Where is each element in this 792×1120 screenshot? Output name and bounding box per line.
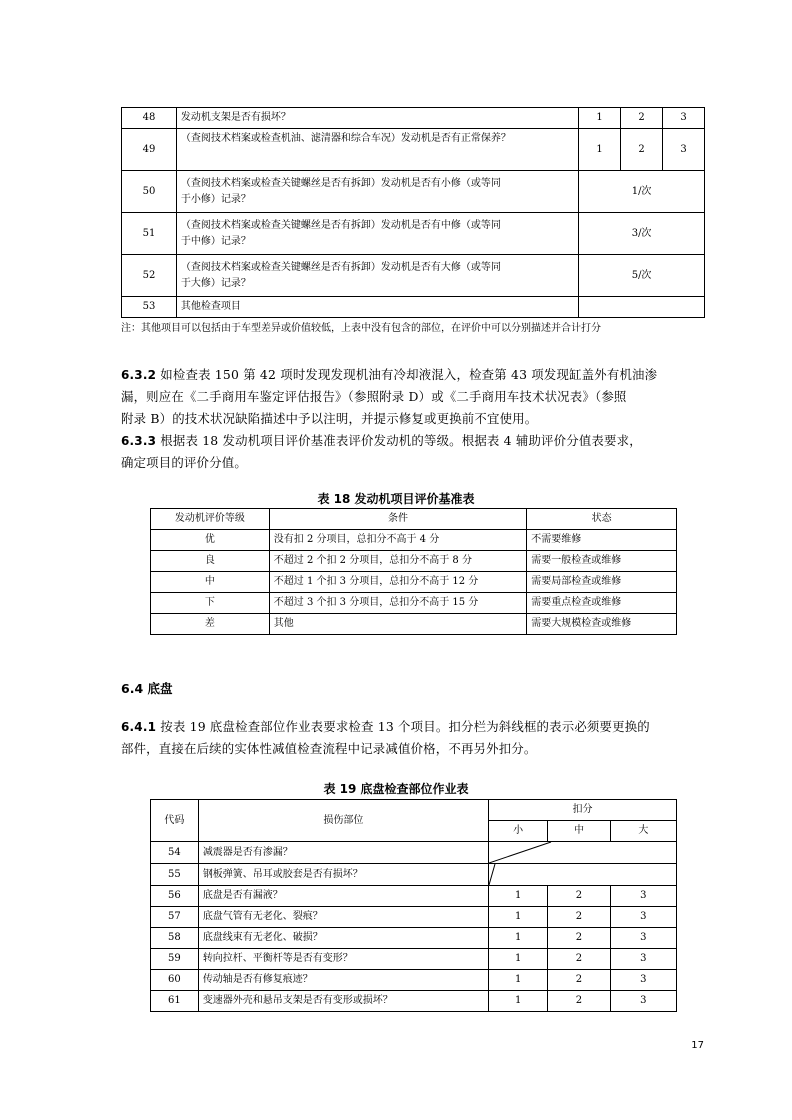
score-large: 3 (610, 928, 676, 949)
table-row (151, 991, 677, 1012)
score-medium: 2 (548, 886, 610, 907)
table-row (151, 530, 677, 551)
header-status: 状态 (527, 509, 677, 530)
paragraph-line: 部件，直接在后续的实体性减值检查流程中记录减值价格，不再另外扣分。 (121, 741, 537, 756)
row-text-line: （查阅技术档案或检查关键螺丝是否有拆卸）发动机是否有小修（或等同 (180, 177, 501, 189)
paragraph-6-3-2 (121, 364, 687, 430)
paragraph-line: 确定项目的评价分值。 (121, 455, 247, 470)
header-condition: 条件 (269, 509, 527, 530)
engine-evaluation-table (150, 508, 677, 635)
table-row (151, 928, 677, 949)
header-part: 损伤部位 (198, 800, 488, 842)
table-row (151, 551, 677, 572)
row-code: 51 (122, 213, 177, 255)
score-small: 1 (488, 907, 547, 928)
clause-number: 6.3.2 (121, 368, 157, 382)
table-row (151, 593, 677, 614)
paragraph-text: 根据表 18 发动机项目评价基准表评价发动机的等级。根据表 4 辅助评价分值表要求， (156, 433, 642, 448)
score-small: 1 (488, 991, 547, 1012)
condition-cell: 不超过 3 个扣 3 分项目，总扣分不高于 15 分 (269, 593, 527, 614)
table-row (151, 886, 677, 907)
score-medium: 2 (548, 970, 610, 991)
score-medium: 2 (548, 928, 610, 949)
grade-cell: 良 (151, 551, 270, 572)
row-text: 传动轴是否有修复痕迹？ (198, 970, 488, 991)
score-small: 1 (488, 970, 547, 991)
paragraph-line: 漏，则应在《二手商用车鉴定评估报告》（参照附录 D）或《二手商用车技术状况表》（参照 (121, 389, 627, 404)
row-text: 变速器外壳和悬吊支架是否有变形或损坏？ (198, 991, 488, 1012)
score-large: 3 (610, 970, 676, 991)
row-text: 底盘是否有漏液？ (198, 886, 488, 907)
diagonal-line (489, 842, 676, 863)
row-text-line: 于小修）记录？ (180, 193, 251, 205)
paragraph-text: 按表 19 底盘检查部位作业表要求检查 13 个项目。扣分栏为斜线框的表示必须要更换的 (156, 719, 650, 734)
row-code: 54 (151, 842, 199, 864)
score-large: 3 (610, 886, 676, 907)
paragraph-line: 附录 B）的技术状况缺陷描述中予以注明，并提示修复或更换前不宜使用。 (121, 411, 538, 426)
clause-number: 6.3.3 (121, 434, 157, 448)
row-code: 57 (151, 907, 199, 928)
score-small: 1 (488, 928, 547, 949)
row-text-line: （查阅技术档案或检查关键螺丝是否有拆卸）发动机是否有大修（或等同 (180, 261, 501, 273)
header-grade: 发动机评价等级 (151, 509, 270, 530)
status-cell: 需要大规模检查或维修 (527, 614, 677, 635)
row-text-line: （查阅技术档案或检查关键螺丝是否有拆卸）发动机是否有中修（或等同 (180, 219, 501, 231)
table-row (122, 129, 705, 171)
page-number: 17 (691, 1040, 704, 1051)
table-note: 注：其他项目可以包括由于车型差异或价值较低，上表中没有包含的部位，在评价中可以分别描述并合计打分 (121, 323, 601, 334)
row-code: 58 (151, 928, 199, 949)
score-medium: 2 (548, 949, 610, 970)
score-small: 1 (488, 949, 547, 970)
condition-cell: 不超过 2 个扣 2 分项目，总扣分不高于 8 分 (269, 551, 527, 572)
row-text: 底盘气管有无老化、裂痕？ (198, 907, 488, 928)
row-code: 49 (122, 129, 177, 171)
table-row (122, 108, 705, 129)
row-text (176, 171, 578, 213)
engine-check-table-continued (121, 107, 705, 318)
table-19-caption: 表 19 底盘检查部位作业表 (323, 782, 469, 796)
row-code: 56 (151, 886, 199, 907)
row-code: 55 (151, 864, 199, 886)
score-merged: 1/次 (579, 171, 705, 213)
row-text: 钢板弹簧、吊耳或胶套是否有损坏？ (198, 864, 488, 886)
row-code: 59 (151, 949, 199, 970)
diagonal-line (489, 864, 676, 885)
status-cell: 需要局部检查或维修 (527, 572, 677, 593)
paragraph-line (121, 364, 687, 386)
score-merged: 3/次 (579, 213, 705, 255)
score-medium: 2 (548, 991, 610, 1012)
score-merged (579, 297, 705, 318)
table-row (151, 614, 677, 635)
row-code: 50 (122, 171, 177, 213)
score-large: 3 (663, 108, 705, 129)
row-text (176, 213, 578, 255)
header-large: 大 (610, 821, 676, 842)
condition-cell: 没有扣 2 分项目，总扣分不高于 4 分 (269, 530, 527, 551)
status-cell: 需要一般检查或维修 (527, 551, 677, 572)
table-row (122, 297, 705, 318)
row-text: 转向拉杆、平衡杆等是否有变形？ (198, 949, 488, 970)
row-text-line: 于中修）记录？ (180, 235, 251, 247)
row-text: 发动机支架是否有损坏？ (176, 108, 578, 129)
table-row (151, 842, 677, 864)
paragraph-text: 如检查表 150 第 42 项时发现发现机油有冷却液混入，检查第 43 项发现缸盖外有机油渗 (156, 367, 658, 382)
score-small: 1 (488, 886, 547, 907)
condition-cell: 不超过 1 个扣 3 分项目，总扣分不高于 12 分 (269, 572, 527, 593)
score-large: 3 (663, 129, 705, 171)
score-medium: 2 (548, 907, 610, 928)
header-medium: 中 (548, 821, 610, 842)
paragraph-line (121, 716, 687, 738)
table-18-caption: 表 18 发动机项目评价基准表 (317, 492, 475, 506)
table-row (151, 907, 677, 928)
row-code: 48 (122, 108, 177, 129)
table-row (122, 213, 705, 255)
table-header-row (151, 509, 677, 530)
table-row (122, 255, 705, 297)
row-code: 61 (151, 991, 199, 1012)
score-medium: 2 (621, 108, 663, 129)
table-header-row (151, 800, 677, 821)
score-medium: 2 (621, 129, 663, 171)
table-row (151, 949, 677, 970)
status-cell: 不需要维修 (527, 530, 677, 551)
row-code: 52 (122, 255, 177, 297)
grade-cell: 中 (151, 572, 270, 593)
paragraph-6-3-3 (121, 430, 687, 474)
clause-number: 6.4.1 (121, 720, 157, 734)
grade-cell: 差 (151, 614, 270, 635)
score-large: 3 (610, 991, 676, 1012)
slash-cell (488, 864, 676, 886)
paragraph-line (121, 430, 687, 452)
score-small: 1 (579, 108, 621, 129)
row-text-line: 于大修）记录？ (180, 277, 251, 289)
grade-cell: 优 (151, 530, 270, 551)
score-small: 1 (579, 129, 621, 171)
status-cell: 需要重点检查或维修 (527, 593, 677, 614)
grade-cell: 下 (151, 593, 270, 614)
row-code: 53 (122, 297, 177, 318)
row-text: （查阅技术档案或检查机油、滤清器和综合车况）发动机是否有正常保养？ (176, 129, 578, 171)
score-large: 3 (610, 907, 676, 928)
section-heading: 6.4 底盘 (121, 681, 173, 696)
header-small: 小 (488, 821, 547, 842)
paragraph-6-4-1 (121, 716, 687, 760)
score-merged: 5/次 (579, 255, 705, 297)
row-text: 其他检查项目 (176, 297, 578, 318)
score-large: 3 (610, 949, 676, 970)
row-text: 减震器是否有渗漏？ (198, 842, 488, 864)
row-text: 底盘线束有无老化、破损？ (198, 928, 488, 949)
table-row (122, 171, 705, 213)
row-code: 60 (151, 970, 199, 991)
table-row (151, 864, 677, 886)
row-text (176, 255, 578, 297)
table-row (151, 572, 677, 593)
chassis-check-table (150, 799, 677, 1012)
condition-cell: 其他 (269, 614, 527, 635)
slash-cell (488, 842, 676, 864)
header-score: 扣分 (488, 800, 676, 821)
header-code: 代码 (151, 800, 199, 842)
table-row (151, 970, 677, 991)
